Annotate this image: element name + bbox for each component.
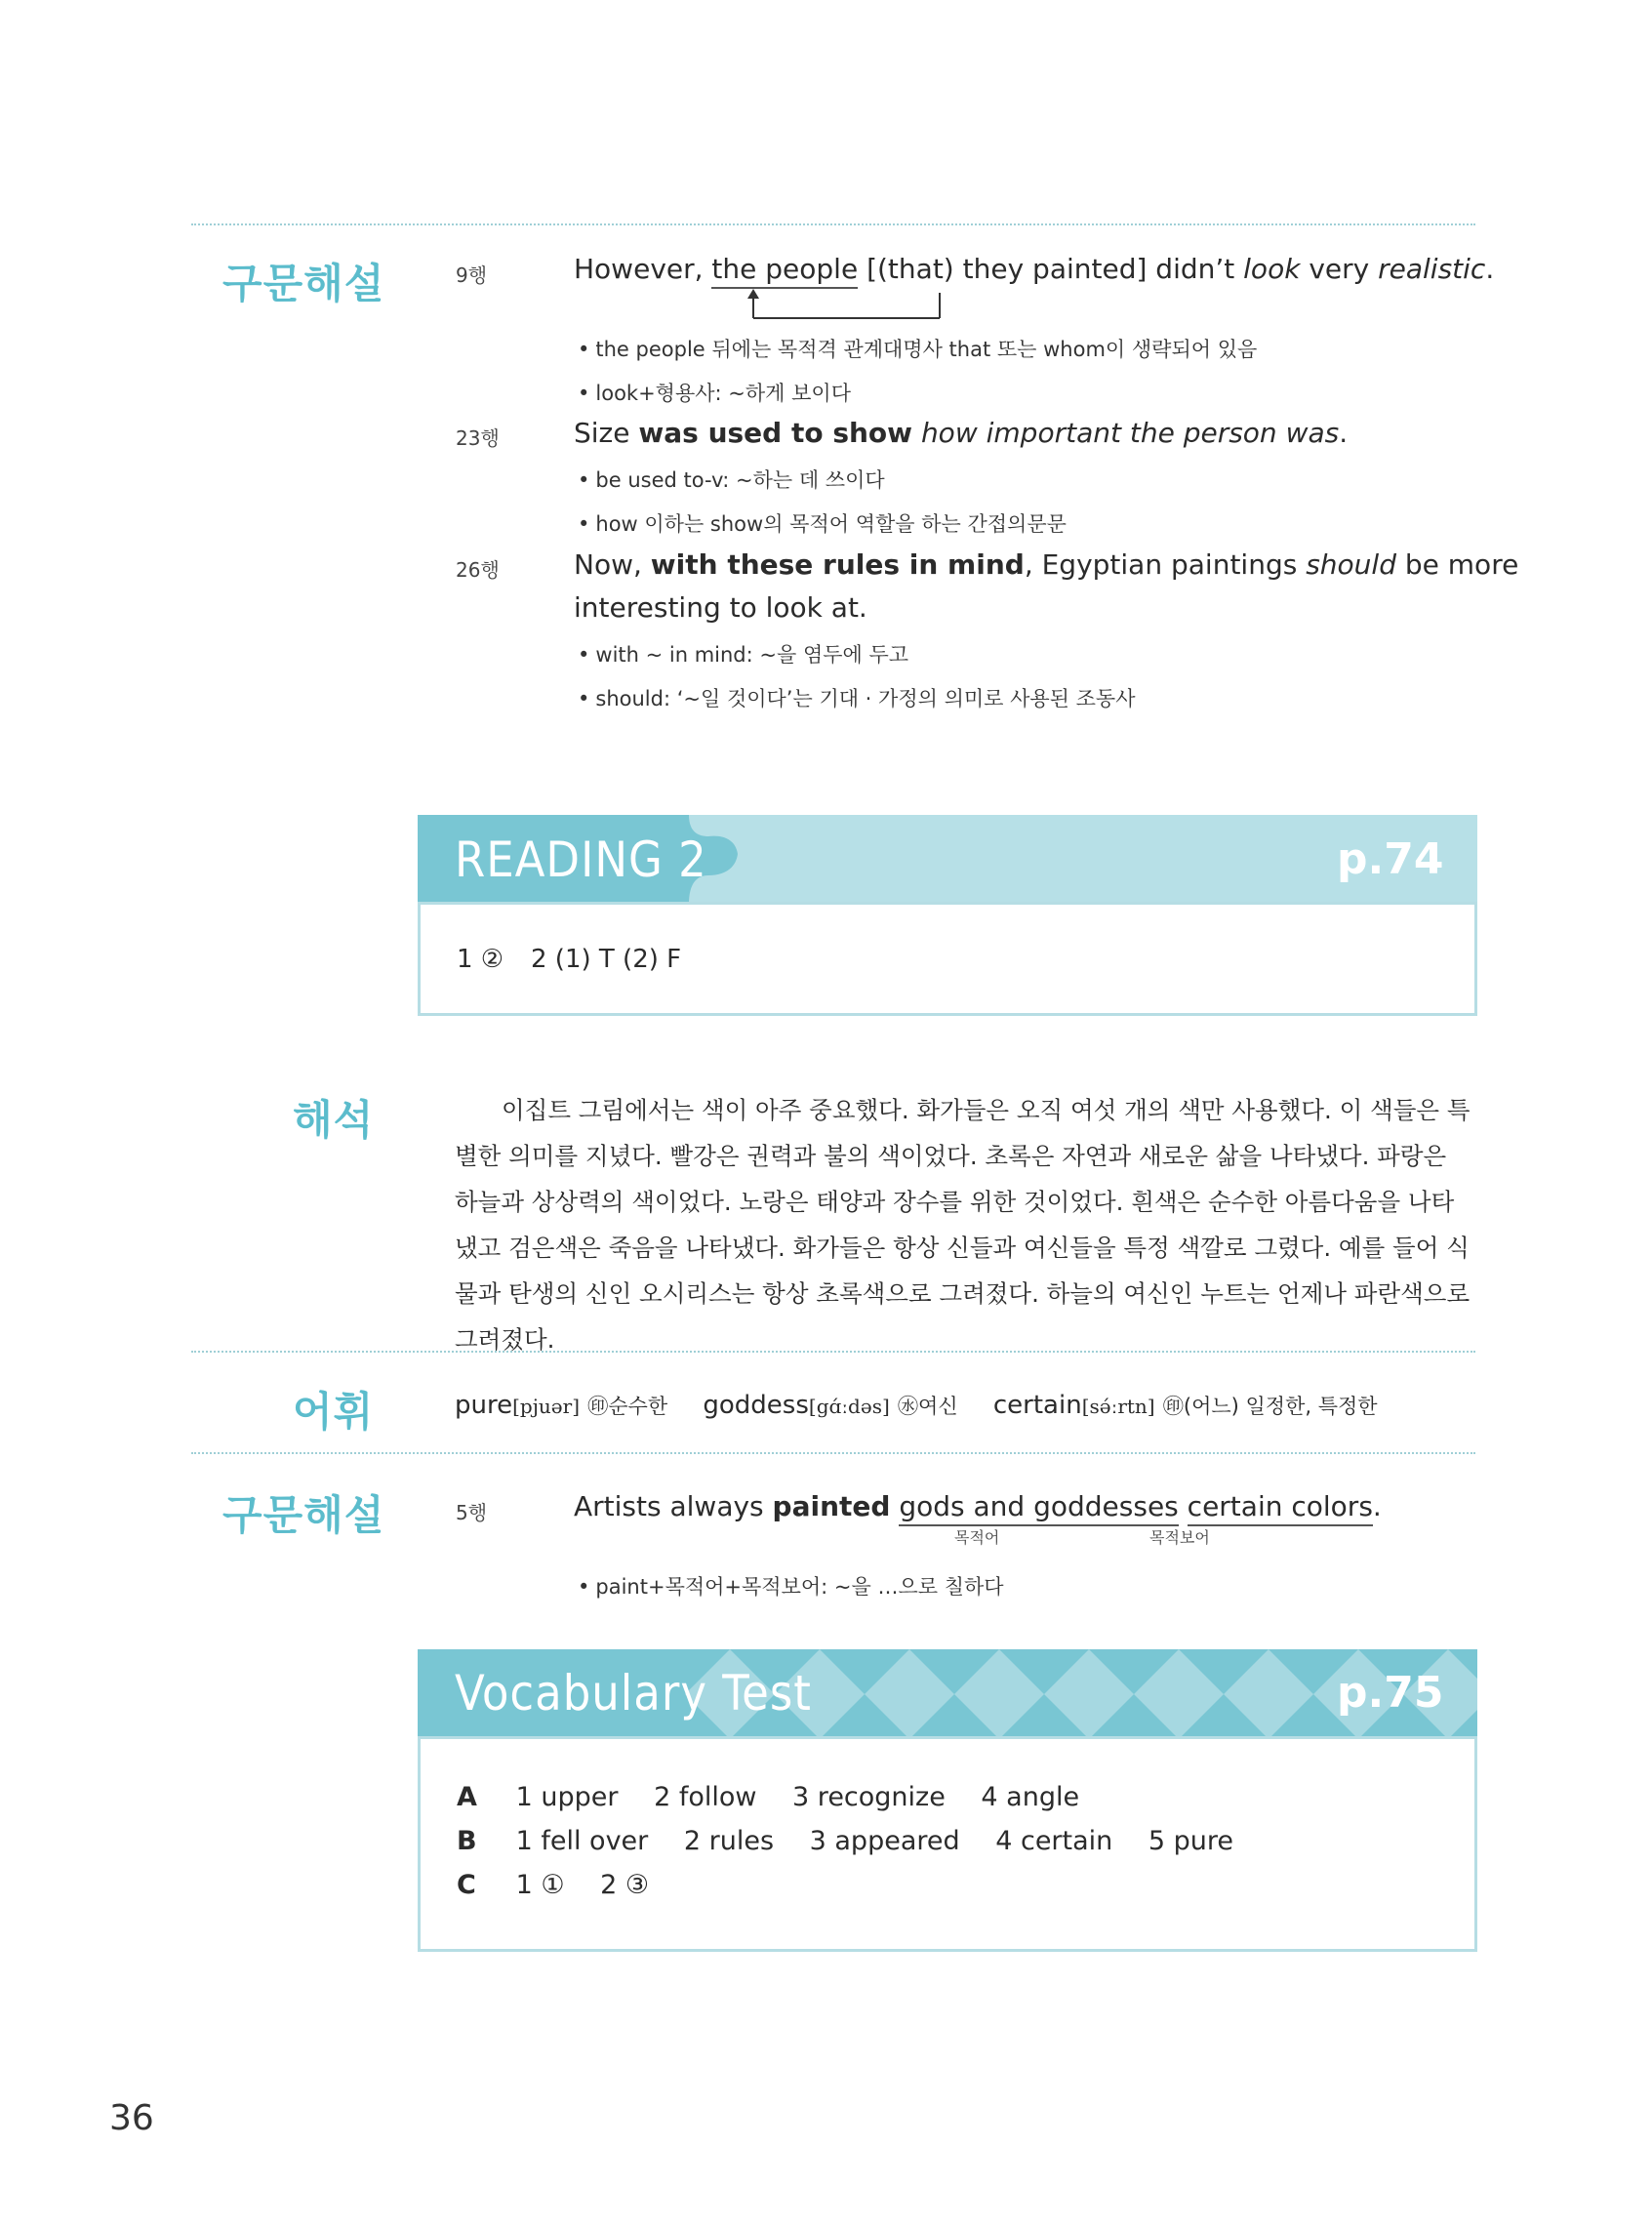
- vocab-meaning: 순수한: [608, 1395, 668, 1418]
- answer: 1 ②: [457, 945, 504, 974]
- row-label: C: [457, 1870, 476, 1900]
- answer: 5 pure: [1148, 1826, 1234, 1856]
- example-sentence: [574, 417, 1348, 449]
- sentence-text: .: [1372, 1490, 1382, 1522]
- answer: 2 ③: [600, 1870, 650, 1900]
- note: • with ~ in mind: ~을 염두에 두고: [578, 643, 909, 667]
- vocab-word: pure: [455, 1391, 513, 1420]
- sentence-text: .: [1485, 253, 1495, 285]
- note: • how 이하는 show의 목적어 역할을 하는 간접의문문: [578, 512, 1067, 536]
- translation-paragraph: 이집트 그림에서는 색이 아주 중요했다. 화가들은 오직 여섯 개의 색만 사용했다. 이 색들은 특별한 의미를 지녔다. 빨강은 권력과 불의 색이었다. 초록은 자연과 새로운 삶을 나타냈다. 파랑은 하늘과 상상력의 색이었다. 노랑은 태양과 장수를 위한 것이었다. 흰색은 순수한 아름다움을 나타냈고 검은색은 죽음을 나타냈다. 화가들은 항상 신들과 여신들을 특정 색깔로 그렸다. 예를 들어 식물과 탄생의 신인 오시리스는 항상 초록색으로 그려졌다. 하늘의 여신인 누트는 언제나 파란색으로 그려졌다.: [455, 1096, 1471, 1354]
- sentence-text: [912, 417, 921, 449]
- sentence-verb: look: [1243, 253, 1301, 285]
- example-sentence-continued: interesting to look at.: [574, 591, 867, 624]
- divider: [191, 223, 1475, 225]
- vocab-meaning: 여신: [918, 1395, 958, 1418]
- sentence-text: .: [1339, 417, 1349, 449]
- sentence-complement: certain colors: [1188, 1490, 1373, 1526]
- vocab-test-title: Vocabulary Test: [455, 1665, 812, 1722]
- sentence-text: [1179, 1490, 1188, 1522]
- note: • paint+목적어+목적보어: ~을 …으로 칠하다: [578, 1575, 1004, 1599]
- sentence-text: , Egyptian paintings: [1024, 548, 1307, 581]
- sentence-text: However,: [574, 253, 712, 285]
- example-sentence: [574, 1490, 1382, 1522]
- divider: [191, 1452, 1475, 1454]
- row-label: A: [457, 1782, 477, 1812]
- sentence-italic: should: [1306, 548, 1396, 581]
- answer: 1 upper: [515, 1782, 619, 1812]
- vocab-word: goddess: [703, 1391, 809, 1420]
- vocab-meaning: (어느) 일정한, 특정한: [1183, 1395, 1378, 1418]
- complement-tag: 목적보어: [1149, 1528, 1210, 1547]
- section-title-syntax: 구문해설: [222, 260, 385, 307]
- answer: 3 appeared: [809, 1826, 960, 1856]
- line-number: 9행: [456, 263, 488, 287]
- answer-row: [457, 1826, 1261, 1856]
- sentence-object: gods and goddesses: [899, 1490, 1178, 1526]
- pos-icon: ㊞: [587, 1395, 609, 1418]
- note: • the people 뒤에는 목적격 관계대명사 that 또는 whom이 생략되어 있음: [578, 338, 1258, 361]
- sentence-text: be more: [1395, 548, 1519, 581]
- vocab-test-page: p.75: [1337, 1668, 1444, 1718]
- line-number: 26행: [456, 558, 500, 582]
- answer-row: [457, 1782, 1107, 1812]
- note: • look+형용사: ~하게 보이다: [578, 382, 851, 405]
- answer: 2 follow: [654, 1782, 757, 1812]
- page-number: 36: [109, 2098, 154, 2138]
- section-title-vocab: 어휘: [293, 1388, 375, 1436]
- vocab-phonetic: [pjuər]: [512, 1395, 580, 1418]
- sentence-text: Size: [574, 417, 639, 449]
- section-title-syntax: 구문해설: [222, 1491, 385, 1539]
- sentence-text: Artists always: [574, 1490, 773, 1522]
- sentence-subject: the people: [711, 253, 858, 289]
- answer: 3 recognize: [792, 1782, 946, 1812]
- sentence-complement: realistic: [1378, 253, 1486, 285]
- object-tag: 목적어: [954, 1528, 1000, 1547]
- example-sentence: [574, 548, 1518, 581]
- vocab-list: [455, 1391, 1378, 1420]
- vocab-phonetic: [gɑ́ːdəs]: [808, 1395, 890, 1418]
- section-title-translation: 해석: [293, 1096, 375, 1144]
- note: • be used to-v: ~하는 데 쓰이다: [578, 468, 885, 492]
- sentence-text: [(that) they painted] didn’t: [858, 253, 1244, 285]
- answer: 2 (1) T (2) F: [531, 945, 682, 974]
- line-number: 5행: [456, 1501, 488, 1524]
- vocab-word: certain: [992, 1391, 1082, 1420]
- line-number: 23행: [456, 426, 500, 450]
- sentence-verb: painted: [772, 1490, 891, 1522]
- pos-icon: ㊌: [898, 1395, 919, 1418]
- answer: 4 angle: [981, 1782, 1080, 1812]
- sentence-bold: was used to show: [638, 417, 913, 449]
- reading2-page: p.74: [1337, 834, 1444, 884]
- row-label: B: [457, 1826, 477, 1856]
- example-sentence: [574, 253, 1494, 285]
- vocab-phonetic: [sə́ːrtn]: [1081, 1395, 1155, 1418]
- sentence-text: very: [1300, 253, 1379, 285]
- pos-icon: ㊞: [1162, 1395, 1184, 1418]
- sentence-text: Now,: [574, 548, 651, 581]
- reading2-title: READING 2: [455, 831, 707, 888]
- answer-row: [457, 1870, 676, 1900]
- relative-clause-arrow: [742, 289, 947, 322]
- note: • should: ‘~일 것이다’는 기대 · 가정의 의미로 사용된 조동사: [578, 687, 1136, 710]
- sentence-text: [890, 1490, 899, 1522]
- answer: 1 fell over: [515, 1826, 649, 1856]
- sentence-italic: how important the person was: [920, 417, 1340, 449]
- answer: 2 rules: [683, 1826, 775, 1856]
- answer: 4 certain: [995, 1826, 1113, 1856]
- divider: [191, 1351, 1475, 1353]
- answer: 1 ①: [515, 1870, 565, 1900]
- sentence-bold: with these rules in mind: [650, 548, 1025, 581]
